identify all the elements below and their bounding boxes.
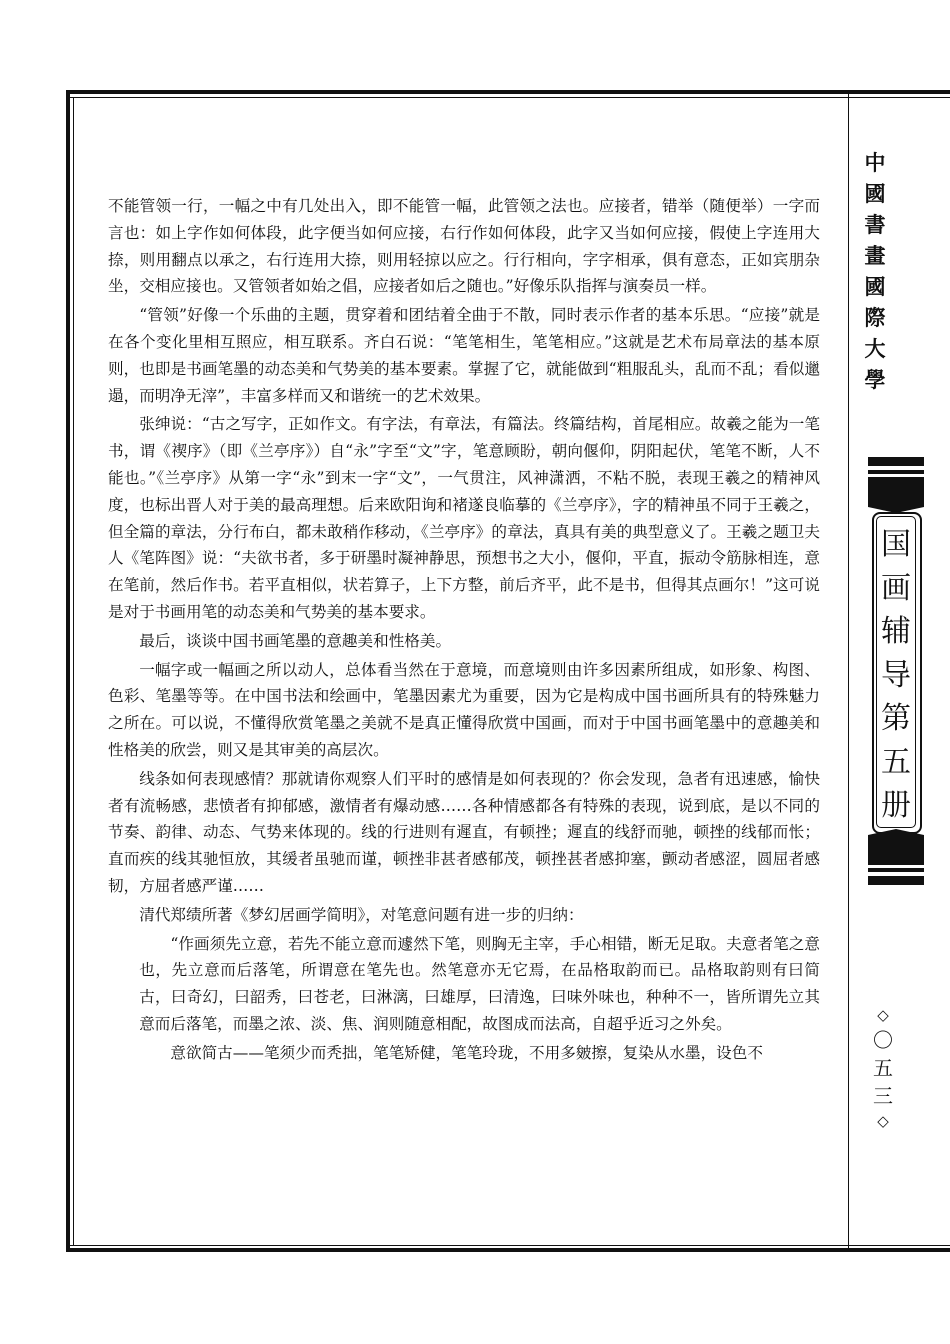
paragraph: 清代郑绩所著《梦幻居画学简明》，对笔意问题有进一步的归纳： [139, 905, 584, 924]
book-title-panel [868, 457, 924, 885]
diamond-icon: ◇ [877, 1006, 889, 1024]
page-number-char: 三 [873, 1084, 893, 1108]
panel-cap-top [868, 477, 924, 513]
book-title-char: 辅 [881, 614, 911, 649]
book-title-char: 导 [881, 657, 911, 693]
page-number [868, 1004, 898, 1132]
book-title-char: 第 [881, 701, 911, 736]
university-char: 大 [864, 337, 886, 361]
paragraph: 一幅字或一幅画之所以动人，总体看当然在于意境，而意境则由许多因素所组成，如形象、构图、色彩、笔墨等等。在中国书法和绘画中，笔墨因素尤为重要，因为它是构成中国书画所具有的特殊魅力之所在。可以说，不懂得欣赏笔墨之美就不是真正懂得欣赏中国画，而对于中国书画笔墨中的意趣美和性格美的欣尝，则又是其审美的高层次。 [108, 660, 820, 759]
sidebar-divider [848, 94, 849, 1248]
book-title-char: 五 [881, 744, 911, 780]
university-name [860, 148, 890, 396]
university-char: 國 [864, 275, 886, 299]
paragraph: 张绅说：“古之写字，正如作文。有字法，有章法，有篇法。终篇结构，首尾相应。故羲之能为一笔书，谓《禊序》（即《兰亭序》）自“永”字至“文”字，笔意顾盼，朝向偃仰，阴阳起伏，笔笔不断，人不能也。”《兰亭序》从第一字“永”到末一字“文”，一气贯注，风神潇洒，不粘不脱，表现王羲之的精神风度，也标出晋人对于美的最高理想。后来欧阳询和褚遂良临摹的《兰亭序》，字的精神虽不同于王羲之，但全篇的章法，分行布白，都未敢稍作移动，《兰亭序》的章法，真具有美的典型意义了。王羲之题卫夫人《笔阵图》说：“夫欲书者，多于研墨时凝神静思，预想书之大小，偃仰，平直，振动令筋脉相连，意在笔前，然后作书。若平直相似，状若算子，上下方整，前后齐平，此不是书，但得其点画尔！”这可说是对于书画用笔的动态美和气势美的基本要求。 [108, 415, 820, 621]
diamond-icon: ◇ [877, 1112, 889, 1130]
book-title [868, 523, 924, 828]
university-char: 中 [864, 151, 886, 175]
university-char: 畫 [864, 244, 886, 268]
university-char: 書 [864, 213, 886, 237]
frame-inner-rule-left [73, 97, 74, 1245]
panel-cap-bottom [868, 829, 924, 865]
paragraph: 线条如何表现感情？那就请你观察人们平时的感情是如何表现的？你会发现，急者有迅速感，愉快者有流畅感，悲愤者有抑郁感，激情者有爆动感……各种情感都各有特殊的表现，说到底，是以不同的节奏、韵律、动态、气势来体现的。线的行进则有遲直，有顿挫；遲直的线舒而驰，顿挫的线郁而怅；直而疾的线其驰恒放，其缓者虽驰而谨，顿挫非甚者感郁茂，顿挫甚者感抑塞，颤动者感涩，圆屈者感韧，方屈者感严谨…… [108, 769, 820, 895]
panel-bar [868, 457, 924, 466]
quote-paragraph: 意欲简古——笔须少而秃拙，笔笔矫健，笔笔玲珑，不用多皴擦，复染从水墨，设色不 [170, 1043, 763, 1062]
university-char: 學 [864, 368, 886, 392]
panel-bar [868, 868, 924, 872]
panel-bar [868, 876, 924, 885]
book-title-char: 国 [881, 527, 911, 562]
book-title-char: 册 [881, 788, 911, 823]
page-number-char: 〇 [873, 1028, 893, 1052]
frame-inner-rule-bottom [70, 1245, 950, 1246]
paragraph: “管领”好像一个乐曲的主题，贯穿着和团结着全曲于不散，同时表示作者的基本乐思。“应接”就是在各个变化里相互照应，相互联系。齐白石说：“笔笔相生，笔笔相应。”这就是艺术布局章法的基本原则，也即是书画笔墨的动态美和气势美的基本要素。掌握了它，就能做到“粗服乱头，乱而不乱；看似邋遢，而明净无滓”，丰富多样而又和谐统一的艺术效果。 [108, 306, 820, 405]
page-number-char: 五 [873, 1056, 893, 1080]
paragraph: 不能管领一行，一幅之中有几处出入，即不能管一幅，此管领之法也。应接者，错举（随便举）一字而言也：如上字作如何体段，此字便当如何应接，右行作如何体段，此字又当如何应接，假使上字连用大捺，则用翻点以承之，右行连用大捺，则用轻掠以应之。行行相向，字字相承，俱有意态，正如宾朋杂坐，交相应接也。又管领者如始之倡，应接者如后之随也。”好像乐队指挥与演奏员一样。 [108, 197, 820, 296]
paragraph: 最后，谈谈中国书画笔墨的意趣美和性格美。 [139, 631, 452, 650]
university-char: 國 [864, 182, 886, 206]
frame-inner-rule-top [70, 97, 950, 98]
book-title-char: 画 [881, 570, 911, 606]
body-text [108, 193, 820, 1069]
quote-paragraph: “作画须先立意，若先不能立意而遽然下笔，则胸无主宰，手心相错，断无足取。夫意者笔之意也，先立意而后落笔，所谓意在笔先也。然笔意亦无它焉，在品格取韵而已。品格取韵则有曰简古，曰奇幻，曰韶秀，曰苍老，曰淋漓，曰雄厚，曰清逸，曰味外味也，种种不一，皆所谓先立其意而后落笔，而墨之浓、淡、焦、润则随意相配，故图成而法高，自超乎近习之外矣。 [139, 934, 820, 1033]
university-char: 際 [864, 306, 886, 330]
panel-bar [868, 470, 924, 474]
